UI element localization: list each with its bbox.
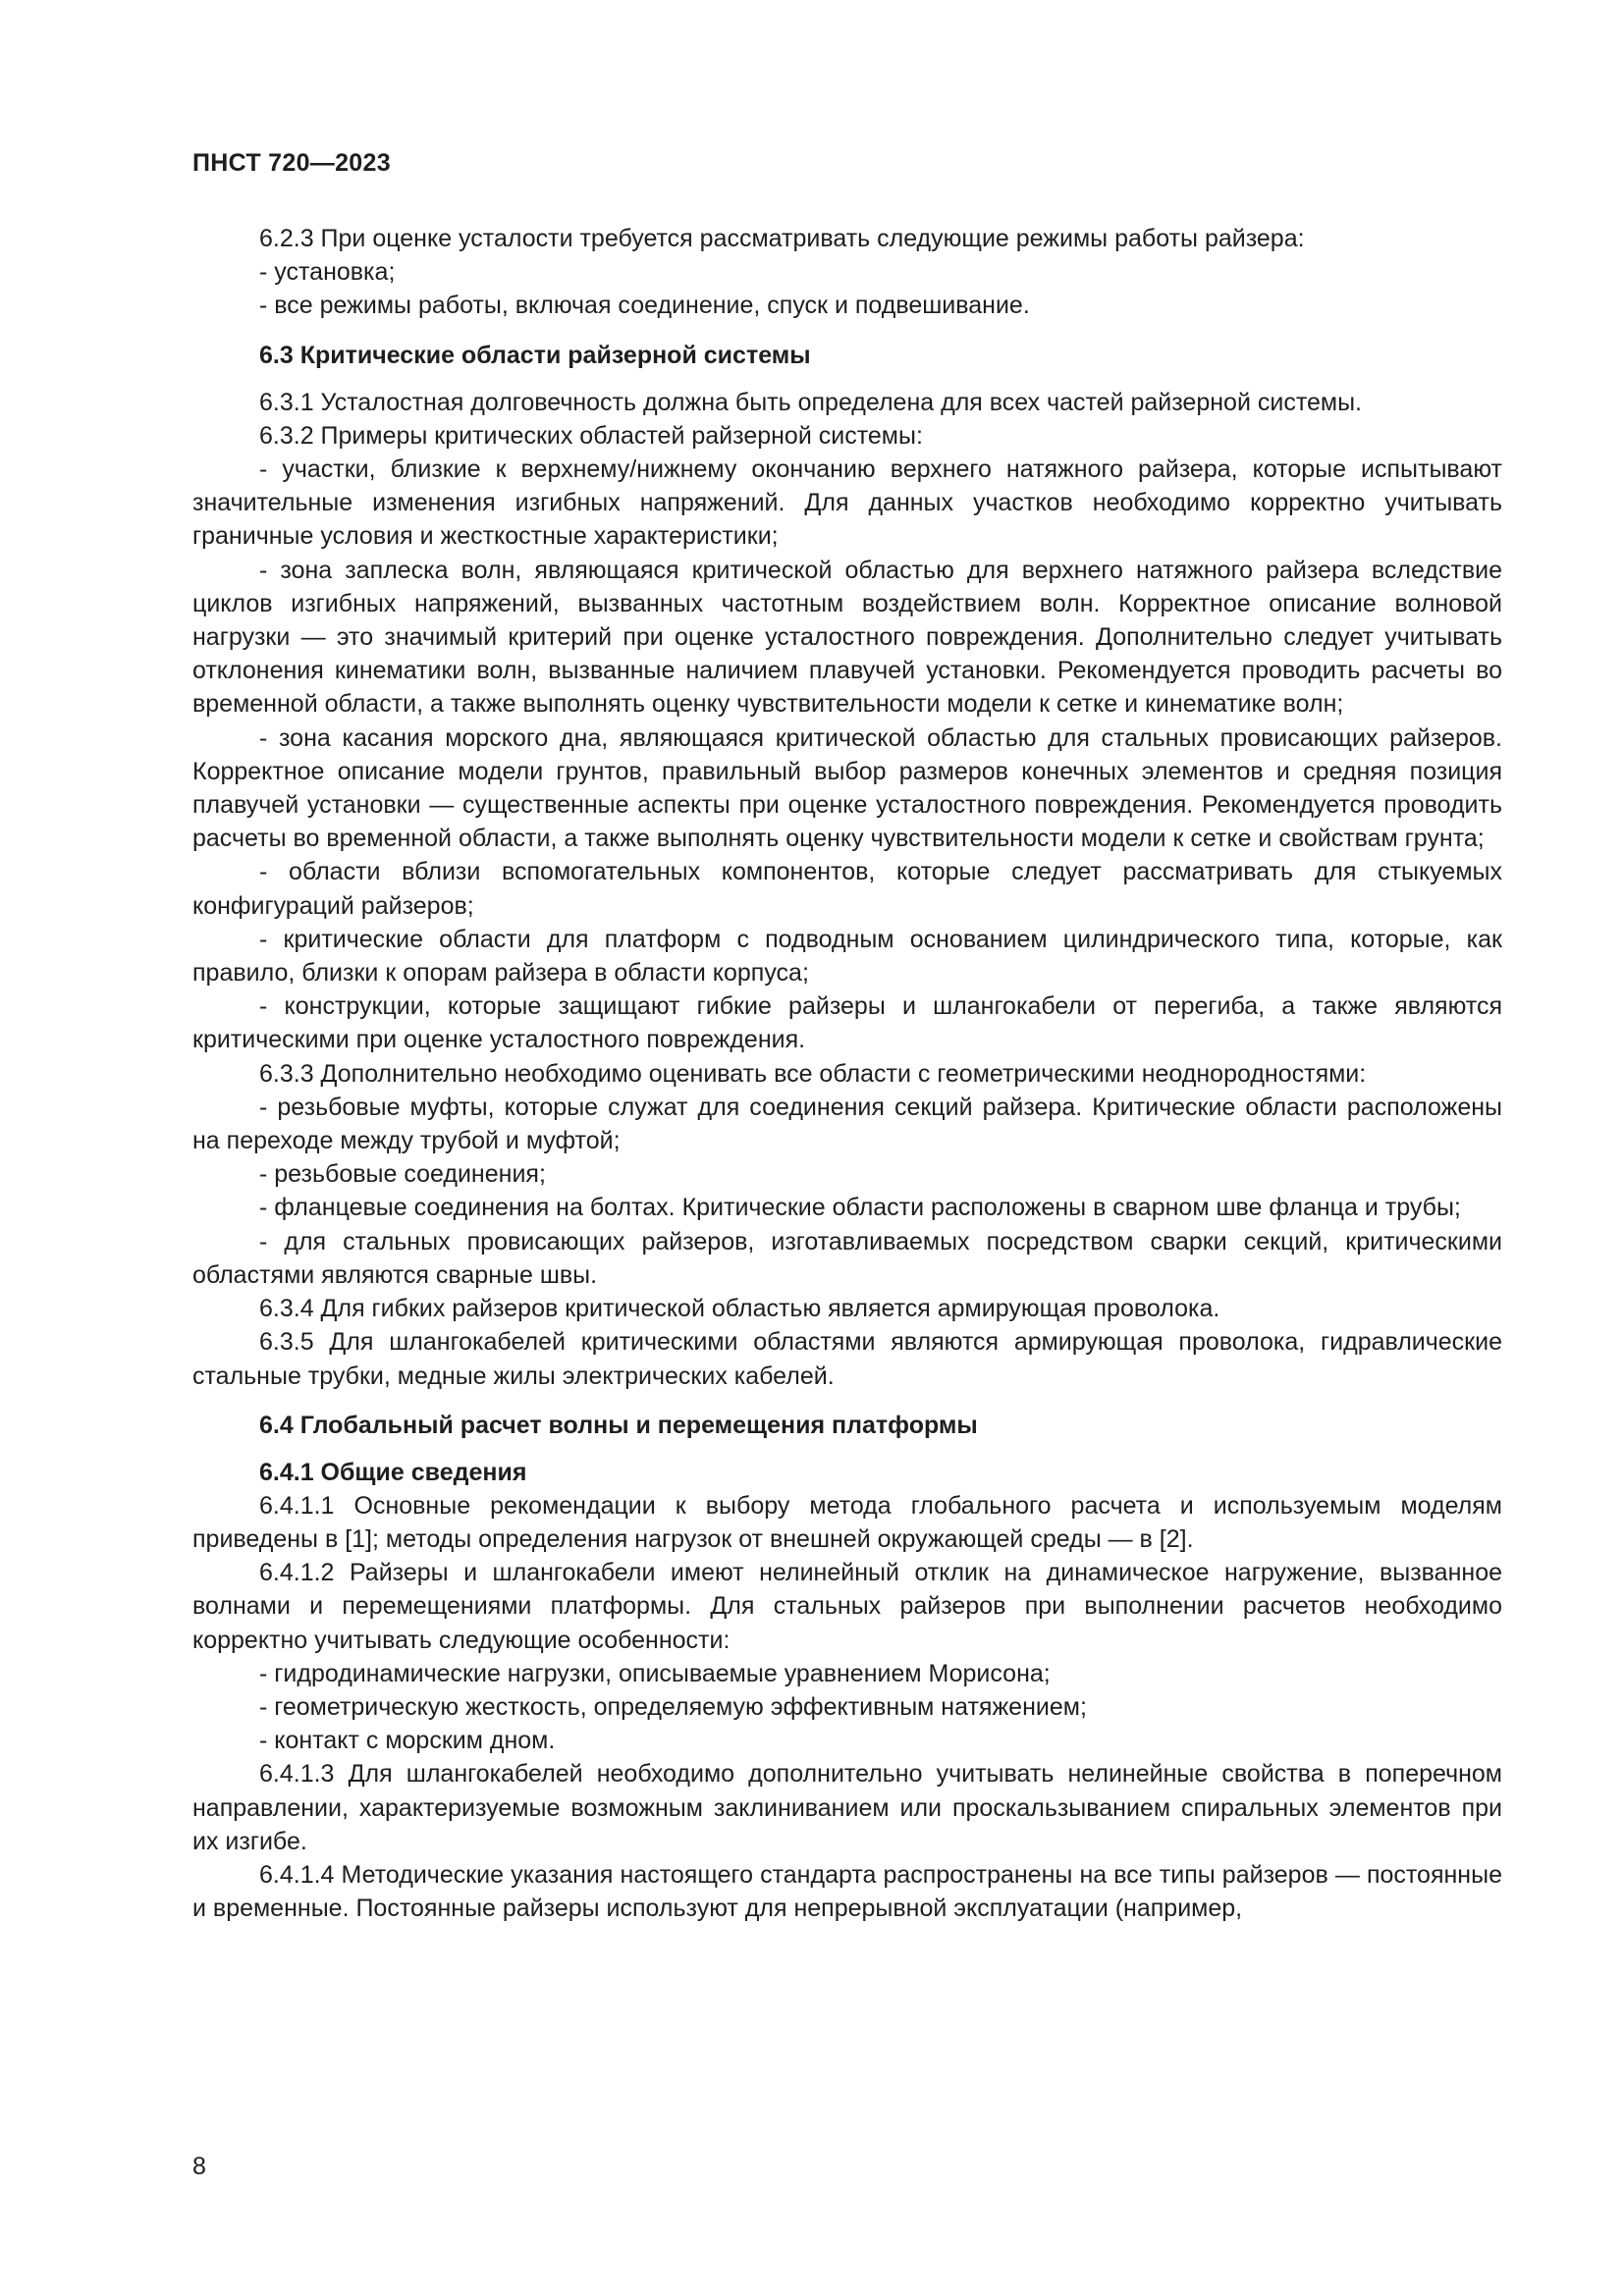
list-item: - для стальных провисающих райзеров, изготавливаемых посредством сварки секций, критическими областями являются сварные швы.	[192, 1227, 1502, 1289]
section-heading-6-3: 6.3 Критические области райзерной системы	[259, 341, 811, 369]
list-item: - резьбовые соединения;	[259, 1160, 546, 1189]
paragraph-6-4-1-2: 6.4.1.2 Райзеры и шлангокабели имеют нелинейный отклик на динамическое нагружение, вызванное волнами и перемещениями платформы. Для стальных райзеров при выполнении расчетов необходимо корректно учитывать следующие особенности:	[192, 1559, 1502, 1654]
list-item: - контакт с морским дном.	[259, 1727, 556, 1755]
paragraph-6-4-1-3: 6.4.1.3 Для шлангокабелей необходимо дополнительно учитывать нелинейные свойства в поперечном направлении, характеризуемые возможным заклиниванием или проскальзыванием спиральных элементов при их изгибе.	[192, 1760, 1502, 1855]
list-item: - области вблизи вспомогательных компонентов, которые следует рассматривать для стыкуемых конфигураций райзеров;	[192, 858, 1502, 920]
document-code: ПНСТ 720—2023	[192, 149, 391, 177]
list-item: - установка;	[259, 258, 396, 287]
list-item: - участки, близкие к верхнему/нижнему окончанию верхнего натяжного райзера, которые испытывают значительные изменения изгибных напряжений. Для данных участков необходимо корректно учитывать граничные условия и жесткостные характеристики;	[192, 455, 1502, 551]
page-number: 8	[192, 2153, 206, 2180]
paragraph-6-3-1: 6.3.1 Усталостная долговечность должна быть определена для всех частей райзерной системы.	[259, 388, 1362, 416]
subsection-heading-6-4-1: 6.4.1 Общие сведения	[259, 1458, 527, 1486]
paragraph-6-4-1-1: 6.4.1.1 Основные рекомендации к выбору метода глобального расчета и используемым моделям приведены в [1]; методы определения нагрузок от внешней окружающей среды — в [2].	[192, 1491, 1502, 1553]
paragraph-6-3-3: 6.3.3 Дополнительно необходимо оценивать все области с геометрическими неоднородностями:	[259, 1059, 1367, 1088]
paragraph-6-3-2: 6.3.2 Примеры критических областей райзерной системы:	[259, 421, 923, 450]
paragraph-6-4-1-4: 6.4.1.4 Методические указания настоящего стандарта распространены на все типы райзеров — постоянные и временные. Постоянные райзеры используют для непрерывной эксплуатации (например,	[192, 1860, 1502, 1923]
list-item: - зона заплеска волн, являющаяся критической областью для верхнего натяжного райзера вследствие циклов изгибных напряжений, вызванных частотным воздействием волн. Корректное описание волновой нагрузки — это значимый критерий при оценке усталостного повреждения. Дополнительно следует учитывать отклонения кинематики волн, вызванные наличием плавучей установки. Рекомендуется проводить расчеты во временной области, а также выполнять оценку чувствительности модели к сетке и кинематике волн;	[192, 556, 1502, 719]
paragraph-6-3-4: 6.3.4 Для гибких райзеров критической областью является армирующая проволока.	[259, 1295, 1220, 1323]
paragraph-6-3-5: 6.3.5 Для шлангокабелей критическими областями являются армирующая проволока, гидравлические стальные трубки, медные жилы электрических кабелей.	[192, 1328, 1502, 1390]
list-item: - резьбовые муфты, которые служат для соединения секций райзера. Критические области расположены на переходе между трубой и муфтой;	[192, 1093, 1502, 1155]
paragraph-6-2-3: 6.2.3 При оценке усталости требуется рассматривать следующие режимы работы райзера:	[259, 225, 1305, 252]
list-item: - критические области для платформ с подводным основанием цилиндрического типа, которые, как правило, близки к опорам райзера в области корпуса;	[192, 925, 1502, 988]
section-heading-6-4: 6.4 Глобальный расчет волны и перемещения платформы	[259, 1411, 978, 1439]
list-item: - гидродинамические нагрузки, описываемые уравнением Морисона;	[259, 1659, 1051, 1687]
list-item: - зона касания морского дна, являющаяся критической областью для стальных провисающих райзеров. Корректное описание модели грунтов, правильный выбор размеров конечных элементов и средняя позиция плавучей установки — существенные аспекты при оценке усталостного повреждения. Рекомендуется проводить расчеты во временной области, а также выполнять оценку чувствительности модели к сетке и свойствам грунта;	[192, 723, 1502, 853]
list-item: - конструкции, которые защищают гибкие райзеры и шлангокабели от перегиба, а также являются критическими при оценке усталостного повреждения.	[192, 992, 1502, 1054]
list-item: - геометрическую жесткость, определяемую эффективным натяжением;	[259, 1692, 1087, 1721]
list-item: - фланцевые соединения на болтах. Критические области расположены в сварном шве фланца и трубы;	[259, 1194, 1461, 1222]
list-item: - все режимы работы, включая соединение, спуск и подвешивание.	[259, 292, 1030, 320]
page-content	[192, 222, 1502, 1925]
